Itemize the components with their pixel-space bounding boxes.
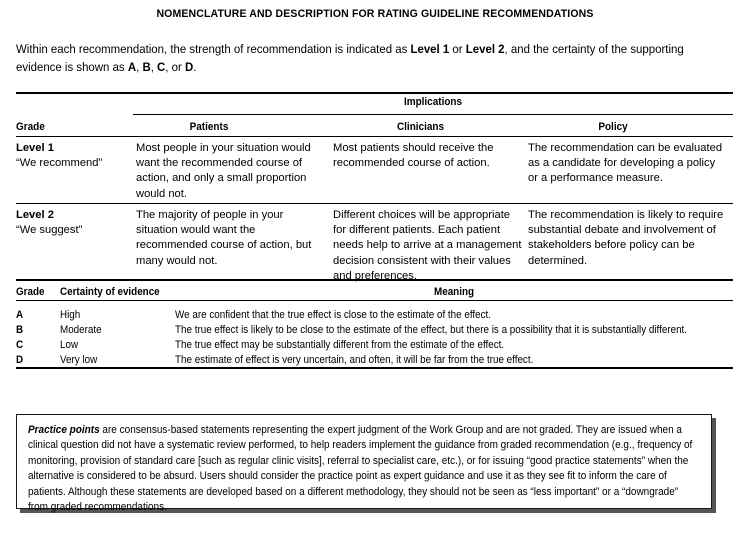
table1-row1-level-label: Level 1 (16, 142, 54, 154)
table2-row-c-meaning: The true effect may be substantially different from the estimate of the effect. (175, 339, 505, 351)
practice-points-body: are consensus-based statements representing the expert judgment of the Work Group and are not graded. They are issued when a clinical question did not have a systematic review performed, to help readers implement the guidance from graded recommendation (e.g., frequency of monitoring, provision of standard care [such as regular clinic visits], referral to specialist care, etc.), or for issuing “good practice statements” when the alternative is considered to be absurd. Users should consider the practice point as expert guidance and use it as they see fit to inform the care of patients. Although these statements are developed based on a different methodology, they should not be seen as “less important” or a “downgrade” from graded recommendations. (28, 424, 693, 514)
table1-row2-level-label: Level 2 (16, 209, 54, 221)
table-row (0, 309, 750, 324)
table1-top-rule (16, 92, 733, 94)
table-row (0, 324, 750, 339)
table-row (0, 354, 750, 369)
table1-header-grade: Grade (16, 121, 45, 133)
table2-row-a-grade: A (16, 309, 24, 321)
table-row (0, 339, 750, 354)
intro-bold-d: D (185, 60, 194, 74)
table1-row2-level-quote: “We suggest” (16, 224, 83, 237)
table2-row-d-grade: D (16, 354, 24, 366)
table2-header-grade: Grade (16, 286, 45, 298)
table1-row-divider-rule (16, 203, 733, 204)
table2-row-c-certainty: Low (60, 339, 79, 351)
table2-row-d-meaning: The estimate of effect is very uncertain, and often, it will be far from the true effect. (175, 354, 534, 366)
table2-row-a-certainty: High (60, 309, 81, 321)
intro-text-4: , (136, 60, 143, 74)
table1-row1-level-quote: “We recommend” (16, 157, 103, 170)
table1-implications-rule (133, 114, 733, 115)
table1-row1-grade (16, 141, 131, 171)
table1-row2-grade (16, 208, 131, 238)
table1-row2-patients: The majority of people in your situation would want the recommended course of action, but many would not. (136, 209, 312, 267)
intro-text-7: . (193, 60, 197, 74)
table1-header-clinicians: Clinicians (396, 121, 445, 133)
table2-header-rule (16, 300, 733, 301)
table2-row-a-meaning: We are confident that the true effect is close to the estimate of the effect. (175, 309, 492, 321)
intro-text-3: , and the certainty of the supporting evidence is shown as (16, 42, 684, 74)
table2-row-b-meaning: The true effect is likely to be close to the estimate of the effect, but there is a possibility that it is substantially different. (175, 324, 688, 336)
practice-points-lead-label: Practice points (28, 424, 100, 436)
table1-header-rule (16, 136, 733, 137)
table1-header-policy: Policy (598, 121, 628, 133)
practice-points-box (16, 414, 712, 514)
table2-header-certainty: Certainty of evidence (60, 286, 160, 298)
table2-row-d-certainty: Very low (60, 354, 98, 366)
intro-text-2: or (449, 42, 466, 56)
intro-text-1: Within each recommendation, the strength of recommendation is indicated as (16, 42, 411, 56)
intro-bold-level2: Level 2 (465, 42, 505, 56)
intro-bold-b: B (142, 60, 151, 74)
intro-bold-c: C (157, 60, 166, 74)
table2-row-c-grade: C (16, 339, 24, 351)
table2-row-b-grade: B (16, 324, 24, 336)
intro-bold-level1: Level 1 (410, 42, 450, 56)
table1-row1-clinicians: Most patients should receive the recommended course of action. (333, 142, 494, 170)
table1-row1-policy: The recommendation can be evaluated as a candidate for developing a policy or a performance measure. (528, 142, 723, 185)
table1-row1-patients: Most people in your situation would want the recommended course of action, and only a small proportion would not. (136, 142, 311, 200)
table1-header-patients: Patients (189, 121, 229, 133)
intro-paragraph (16, 40, 696, 76)
practice-points-text (28, 423, 700, 515)
table1-row2-clinicians: Different choices will be appropriate for different patients. Each patient needs help to arrive at a management decision consistent with their values and preferences. (333, 209, 522, 282)
table2-row-b-certainty: Moderate (60, 324, 102, 336)
intro-text-5: , (150, 60, 158, 74)
table2-header-meaning: Meaning (434, 286, 474, 298)
table1-row2-policy: The recommendation is likely to require substantial debate and involvement of stakeholders before policy can be determined. (528, 209, 724, 267)
intro-bold-a: A (127, 60, 137, 74)
table1-group-header-implications: Implications (403, 96, 463, 108)
page-title: NOMENCLATURE AND DESCRIPTION FOR RATING GUIDELINE RECOMMENDATIONS (156, 8, 594, 20)
intro-text-6: , or (165, 60, 186, 74)
